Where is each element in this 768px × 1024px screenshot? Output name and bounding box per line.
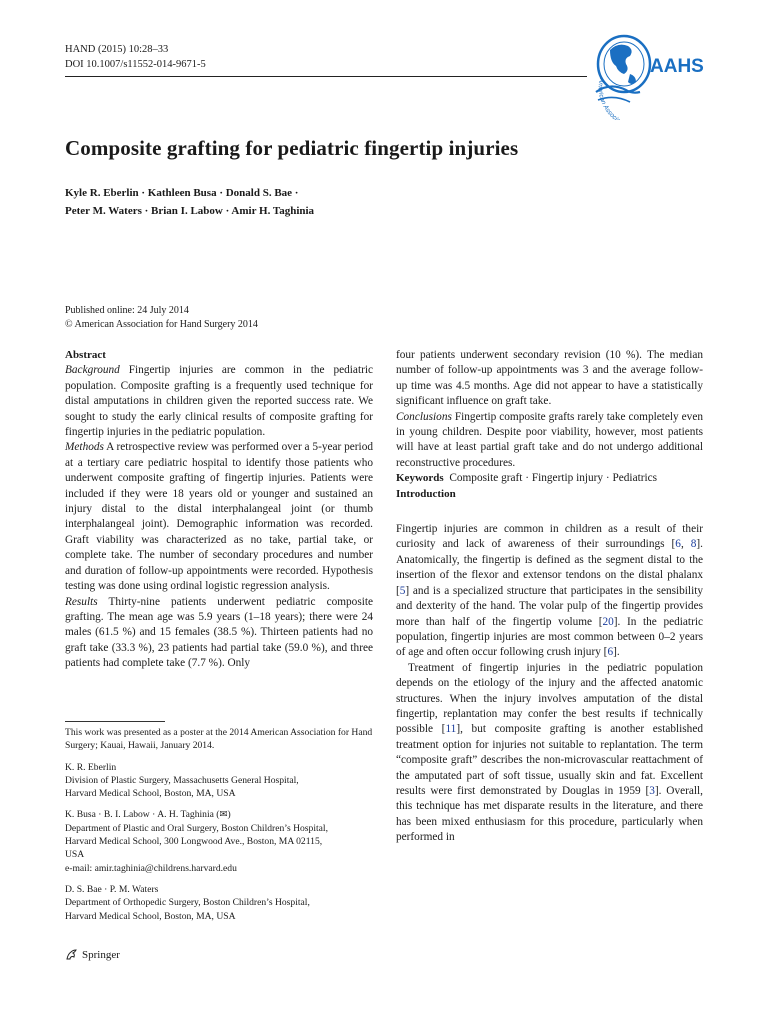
affiliation-3: [65, 883, 375, 923]
affiliation-dept: Department of Plastic and Oral Surgery, Boston Children’s Hospital,: [65, 822, 328, 834]
affiliation-address: Harvard Medical School, Boston, MA, USA: [65, 910, 236, 922]
abstract-methods: [65, 440, 373, 594]
affiliation-address: Harvard Medical School, 300 Longwood Ave., Boston, MA 02115,: [65, 836, 323, 848]
poster-note: This work was presented as a poster at the 2014 American Association for Hand Surgery; Kauai, Hawaii, January 2014.: [65, 727, 373, 752]
citation-link[interactable]: 3: [649, 784, 655, 797]
affiliation-address: Harvard Medical School, Boston, MA, USA: [65, 788, 236, 800]
citation-link[interactable]: 8: [690, 538, 697, 551]
citation-link[interactable]: 20: [602, 615, 614, 628]
journal-citation: HAND (2015) 10:28–33: [65, 44, 169, 55]
citation-link[interactable]: 5: [399, 584, 406, 597]
aahs-acronym: AAHS: [650, 56, 704, 77]
intro-paragraph-1: Fingertip injuries are common in children as a result of their curiosity and lack of awareness of their surroundings [6, 8]. Anatomically, the fingertip is defined as the segment distal to the insertion of the flexor and extensor tendons on the distal phalanx [5] and is a specialized structure that participates in the sensibility and dexterity of the hand. The volar pulp of the fingertip provides more than half of the fingertip volume [20]. In the pediatric population, fingertip injuries are most common between 0–2 years of age and often occur following crush injury [6].: [396, 523, 704, 659]
affiliation-country: USA: [65, 849, 85, 861]
footnotes: [65, 726, 375, 931]
journal-meta: [65, 42, 206, 72]
citation-link[interactable]: 6: [675, 538, 681, 551]
abstract-results: [65, 595, 373, 672]
springer-horse-icon: [65, 948, 78, 961]
corresponding-email-link[interactable]: e-mail: amir.taghinia@childrens.harvard.edu: [65, 862, 237, 874]
affiliation-1: [65, 761, 375, 801]
affiliation-name: D. S. Bae · P. M. Waters: [65, 883, 159, 895]
introduction-heading: Introduction: [396, 487, 456, 500]
authors-line-1: Kyle R. Eberlin · Kathleen Busa · Donald S. Bae ·: [65, 187, 299, 199]
abstract-background: [65, 363, 373, 440]
affiliation-name: K. R. Eberlin: [65, 761, 117, 773]
aahs-ring-text: American Associ: [596, 77, 619, 120]
header-rule: [65, 76, 587, 77]
aahs-globe-icon: [586, 20, 706, 120]
author-list: [65, 184, 314, 220]
background-text: Fingertip injuries are common in the pediatric population. Composite grafting is a frequently used technique for distal amputations in children given the reported success rate. We sought to study the early clinical results of composite grafting for fingertip injuries in the pediatric population.: [65, 364, 374, 439]
article-title: Composite grafting for pediatric fingertip injuries: [65, 136, 519, 160]
affiliation-2: [65, 808, 375, 874]
publisher-mark: [65, 948, 120, 961]
publication-info: [65, 304, 258, 332]
citation-link[interactable]: 11: [445, 723, 457, 736]
abstract-column: [65, 348, 373, 672]
copyright-line: © American Association for Hand Surgery 2014: [65, 319, 258, 330]
affiliation-name: K. Busa · B. I. Labow · A. H. Taghinia (✉): [65, 809, 231, 821]
affiliation-dept: Division of Plastic Surgery, Massachusetts General Hospital,: [65, 774, 299, 786]
published-date: Published online: 24 July 2014: [65, 305, 189, 316]
conclusions-text: Fingertip composite grafts rarely take completely even in young children. Despite poor viability, however, most patients will have at least partial graft take and do not undergo additional reconstructive procedures.: [396, 410, 703, 469]
conclusions-label: Conclusions: [396, 410, 452, 423]
affiliation-dept: Department of Orthopedic Surgery, Boston Children’s Hospital,: [65, 897, 310, 909]
doi-link[interactable]: DOI 10.1007/s11552-014-9671-5: [65, 59, 206, 70]
keywords: [396, 471, 703, 486]
intro-paragraph-2: Treatment of fingertip injuries in the pediatric population depends on the etiology of the injury and the affected anatomic structures. When the injury involves amputation of the distal fingertip, replantation may confer the best results if technically possible [11], but composite grafting is another established treatment option for injuries not suitable to replantation. The term “composite graft” describes the non-microvascular reattachment of the amputated part of soft tissue, usually skin and fat. Excellent results were first demonstrated by Douglas in 1959 [3]. Overall, this technique has met disparate results in the literature, and there has been mixed enthusiasm for this procedure, particularly when performed in: [396, 661, 704, 844]
results-text: Thirty-nine patients underwent pediatric composite grafting. The mean age was 5.9 years (1–18 years); there were 24 males (61.5 %) and 15 females (38.5 %). Thirteen patients had no graft take (33.3 %), 23 patients had partial take (59.0 %), and three patients had complete take (7.7 %). Only: [65, 595, 374, 670]
keywords-label: Keywords: [396, 472, 444, 485]
methods-text: A retrospective review was performed over a 5-year period at a tertiary care pediatric hospital to identify those patients who underwent composite grafting of fingertip injuries. Patients were included if they were 18 years old or younger and sustained an injury distal to the distal interphalangeal joint (or thumb interphalangeal joint). Demographic information was recorded. Graft viability was characterized as no take, partial take, or complete take. The number of secondary procedures and number and duration of follow-up appointments were recorded. Hypothesis testing was done using ordinal logistic regression analysis.: [65, 441, 373, 593]
keywords-text: Composite graft · Fingertip injury · Pediatrics: [449, 472, 658, 485]
abstract-results-continued: four patients underwent secondary revision (10 %). The median number of follow-up appointments was 3 and the average follow-up time was 4.5 months. Age did not appear to have a statistically significant influence on graft take.: [396, 349, 703, 408]
aahs-logo: [586, 20, 706, 120]
results-label: Results: [65, 595, 98, 608]
abstract-conclusions: [396, 410, 703, 472]
background-label: Background: [65, 364, 120, 377]
methods-label: Methods: [65, 441, 104, 454]
authors-line-2: Peter M. Waters · Brian I. Labow · Amir H. Taghinia: [65, 205, 315, 217]
abstract-heading: Abstract: [65, 349, 106, 361]
footnote-rule: [65, 721, 165, 722]
citation-link[interactable]: 6: [607, 646, 614, 659]
publisher-name: Springer: [82, 948, 120, 961]
right-column: [396, 348, 703, 846]
